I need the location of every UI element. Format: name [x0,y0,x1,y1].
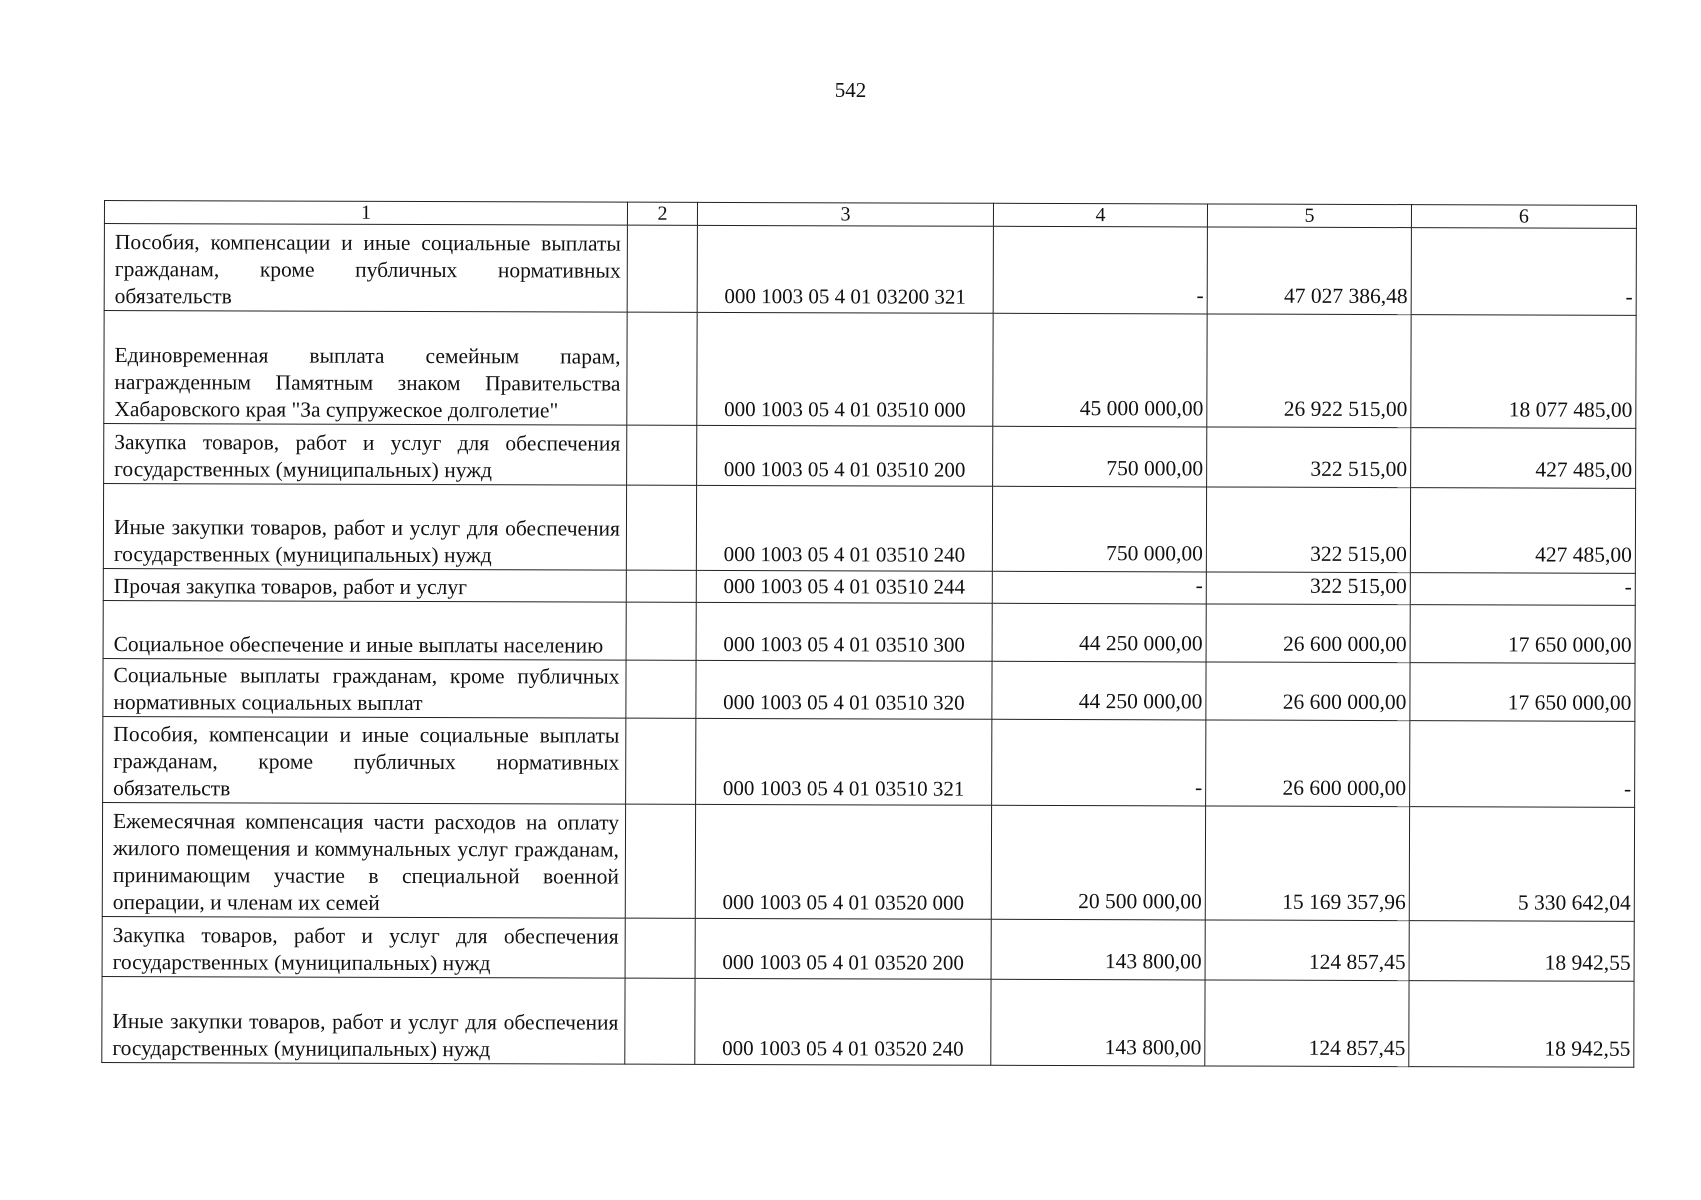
row-col-4: 143 800,00 [991,979,1205,1066]
row-code: 000 1003 05 4 01 03510 244 [696,570,992,603]
row-col-5: 26 922 515,00 [1207,314,1411,428]
row-col-6: 18 077 485,00 [1411,315,1636,429]
row-col-4: 20 500 000,00 [991,805,1205,920]
row-col-2 [626,485,696,570]
row-col-5: 15 169 357,96 [1205,806,1409,921]
row-name: Социальное обеспечение и иные выплаты населению [103,600,626,660]
header-col-2: 2 [627,202,697,225]
row-col-4: 750 000,00 [992,486,1206,572]
row-col-6: - [1410,573,1635,606]
row-col-6: 427 485,00 [1410,488,1635,574]
row-col-5: 47 027 386,48 [1207,227,1411,315]
row-col-2 [625,804,695,918]
row-name: Социальные выплаты гражданам, кроме публичных нормативных социальных выплат [103,658,626,718]
table-row [102,976,1634,1067]
page-number: 542 [834,78,867,102]
table-body [102,224,1637,1068]
row-col-6: 18 942,55 [1409,921,1634,982]
row-col-5: 26 600 000,00 [1206,720,1410,807]
row-code: 000 1003 05 4 01 03510 240 [696,485,992,571]
row-col-6: 5 330 642,04 [1409,807,1634,922]
row-col-4: - [992,719,1206,806]
row-name: Иные закупки товаров, работ и услуг для обеспечения государственных (муниципальных) нужд [103,484,626,571]
row-code: 000 1003 05 4 01 03510 321 [696,718,992,805]
table-row [103,716,1635,807]
row-col-5: 26 600 000,00 [1206,662,1410,721]
table-row [103,484,1635,574]
row-name: Закупка товаров, работ и услуг для обеспечения государственных (муниципальных) нужд [104,424,627,486]
row-code: 000 1003 05 4 01 03510 300 [696,602,992,661]
row-col-4: - [992,571,1206,604]
header-col-1: 1 [104,201,627,226]
row-col-2 [627,425,697,485]
row-col-6: 427 485,00 [1411,428,1636,489]
row-col-4: 44 250 000,00 [992,603,1206,662]
row-col-2 [625,918,695,978]
row-name: Закупка товаров, работ и услуг для обеспечения государственных (муниципальных) нужд [102,916,625,978]
row-name: Пособия, компенсации и иные социальные выплаты гражданам, кроме публичных нормативных обязательств [103,716,626,804]
row-col-6: 17 650 000,00 [1410,605,1635,664]
table-row [104,224,1636,316]
table-row [102,916,1634,981]
row-name: Прочая закупка товаров, работ и услуг [103,568,626,602]
row-code: 000 1003 05 4 01 03200 321 [697,225,993,313]
row-col-5: 322 515,00 [1207,427,1411,488]
header-col-4: 4 [993,203,1207,227]
row-col-4: 45 000 000,00 [993,313,1207,427]
row-col-2 [625,978,695,1064]
header-col-5: 5 [1207,204,1411,228]
header-col-6: 6 [1411,205,1636,229]
row-col-6: 17 650 000,00 [1410,663,1635,722]
row-col-6: - [1411,228,1636,316]
row-col-2 [626,602,696,660]
table-row [104,424,1636,489]
row-col-5: 322 515,00 [1206,487,1410,573]
row-col-2 [627,312,697,425]
row-col-2 [627,225,697,312]
row-col-6: - [1410,721,1635,808]
row-col-4: 143 800,00 [991,919,1205,980]
row-code: 000 1003 05 4 01 03510 000 [697,312,993,426]
budget-table [101,200,1637,1068]
row-col-2 [626,718,696,804]
row-code: 000 1003 05 4 01 03510 200 [697,425,993,486]
row-col-6: 18 942,55 [1409,981,1634,1068]
table-row [103,658,1635,721]
row-col-4: 750 000,00 [993,426,1207,487]
row-code: 000 1003 05 4 01 03510 320 [696,660,992,719]
table-row [103,568,1635,605]
table-row [104,311,1636,429]
row-name: Единовременная выплата семейным парам, награжденным Памятным знаком Правительства Хабаровского края "За супружеское долголетие" [104,311,627,426]
row-col-2 [626,570,696,602]
row-name: Пособия, компенсации и иные социальные выплаты гражданам, кроме публичных нормативных обязательств [104,224,627,313]
row-code: 000 1003 05 4 01 03520 240 [695,978,991,1065]
row-name: Иные закупки товаров, работ и услуг для обеспечения государственных (муниципальных) нужд [102,976,625,1064]
row-col-5: 124 857,45 [1205,980,1409,1067]
row-code: 000 1003 05 4 01 03520 000 [695,804,991,919]
budget-table-wrap [101,200,1636,1068]
header-col-3: 3 [697,202,993,226]
row-col-4: - [993,226,1207,314]
row-col-2 [626,660,696,718]
row-name: Ежемесячная компенсация части расходов на оплату жилого помещения и коммунальных услуг гражданам, принимающим участие в специальной военной операции, и членам их семей [102,802,625,918]
row-col-5: 124 857,45 [1205,920,1409,981]
row-col-5: 322 515,00 [1206,572,1410,605]
row-col-4: 44 250 000,00 [992,661,1206,720]
table-row [103,600,1635,663]
row-code: 000 1003 05 4 01 03520 200 [695,918,991,979]
row-col-5: 26 600 000,00 [1206,604,1410,663]
table-row [102,802,1634,921]
